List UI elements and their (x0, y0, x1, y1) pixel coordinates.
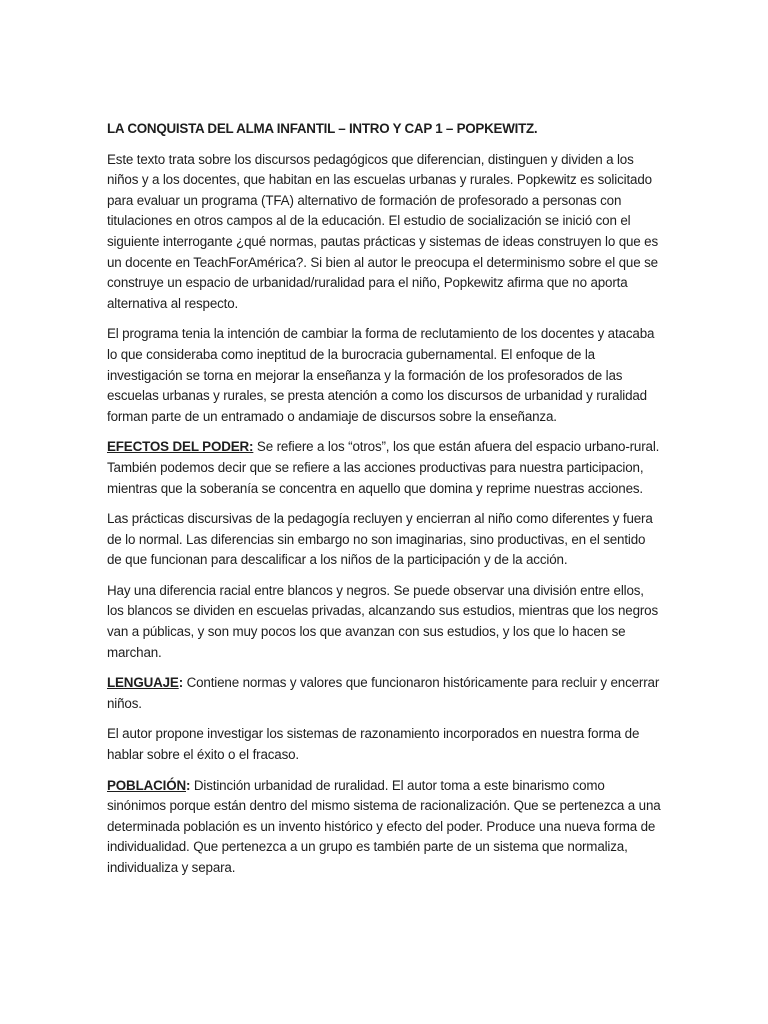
document-body (107, 119, 663, 889)
paragraph-intro: Este texto trata sobre los discursos pedagógicos que diferencian, distinguen y dividen a los niños y a los docentes, que habitan en las escuelas urbanas y rurales. Popkewitz es solicitado para evaluar un programa (TFA) alternativo de formación de profesorado a personas con titulaciones en otros campos al de la educación. El estudio de socialización se inició con el siguiente interrogante ¿qué normas, pautas prácticas y sistemas de ideas construyen lo que es un docente en TeachForAmérica?. Si bien al autor le preocupa el determinismo sobre el que se construye un espacio de urbanidad/ruralidad para el niño, Popkewitz afirma que no aporta alternativa al respecto. (107, 151, 659, 311)
section-label-efectos-del-poder: EFECTOS DEL PODER: (107, 439, 254, 455)
paragraph-diferencia-racial: Hay una diferencia racial entre blancos y negros. Se puede observar una división entre ellos, los blancos se dividen en escuelas privadas, alcanzando sus estudios, mientras que los negros van a públicas, y son muy pocos los que avanzan con sus estudios, y los que lo hacen se marchan. (107, 582, 659, 660)
section-label-lenguaje-colon: : (178, 675, 184, 691)
section-label-lenguaje: LENGUAJE (107, 675, 179, 691)
paragraph-efectos-del-poder (107, 437, 663, 499)
paragraph-efectos-text: Se refiere a los “otros”, los que están afuera del espacio urbano-rural. También podemos decir que se refiere a las acciones productivas para nuestra participacion, mientras que la soberanía se concentra en aquello que domina y reprime nuestras acciones. (107, 439, 660, 496)
paragraph-lenguaje-text: Contiene normas y valores que funcionaron históricamente para recluir y encerrar niños. (107, 675, 660, 711)
paragraph-poblacion (107, 776, 663, 879)
paragraph-lenguaje (107, 673, 663, 714)
paragraph-poblacion-text: Distinción urbanidad de ruralidad. El autor toma a este binarismo como sinónimos porque están dentro del mismo sistema de racionalización. Que se pertenezca a una determinada población es un invento histórico y efecto del poder. Produce una nueva forma de individualidad. Que pertenezca a un grupo es también parte de un sistema que normaliza, individualiza y separa. (107, 777, 661, 875)
section-label-poblacion-colon: : (186, 777, 191, 793)
paragraph-razonamiento: El autor propone investigar los sistemas de razonamiento incorporados en nuestra forma de hablar sobre el éxito o el fracaso. (107, 726, 640, 763)
paragraph-practicas-discursivas: Las prácticas discursivas de la pedagogía recluyen y encierran al niño como diferentes y fuera de lo normal. Las diferencias sin embargo no son imaginarias, sino productivas, en el sentido de que funcionan para descalificar a los niños de la participación y de la acción. (107, 511, 653, 568)
section-label-poblacion: POBLACIÓN (107, 777, 186, 793)
paragraph-programa: El programa tenia la intención de cambiar la forma de reclutamiento de los docentes y atacaba lo que consideraba como ineptitud de la burocracia gubernamental. El enfoque de la investigación se torna en mejorar la enseñanza y la formación de los profesorados de las escuelas urbanas y rurales, se presta atención a como los discursos de urbanidad y ruralidad forman parte de un entramado o andamiaje de discursos sobre la enseñanza. (107, 326, 655, 424)
document-title: LA CONQUISTA DEL ALMA INFANTIL – INTRO Y CAP 1 – POPKEWITZ. (107, 121, 538, 136)
